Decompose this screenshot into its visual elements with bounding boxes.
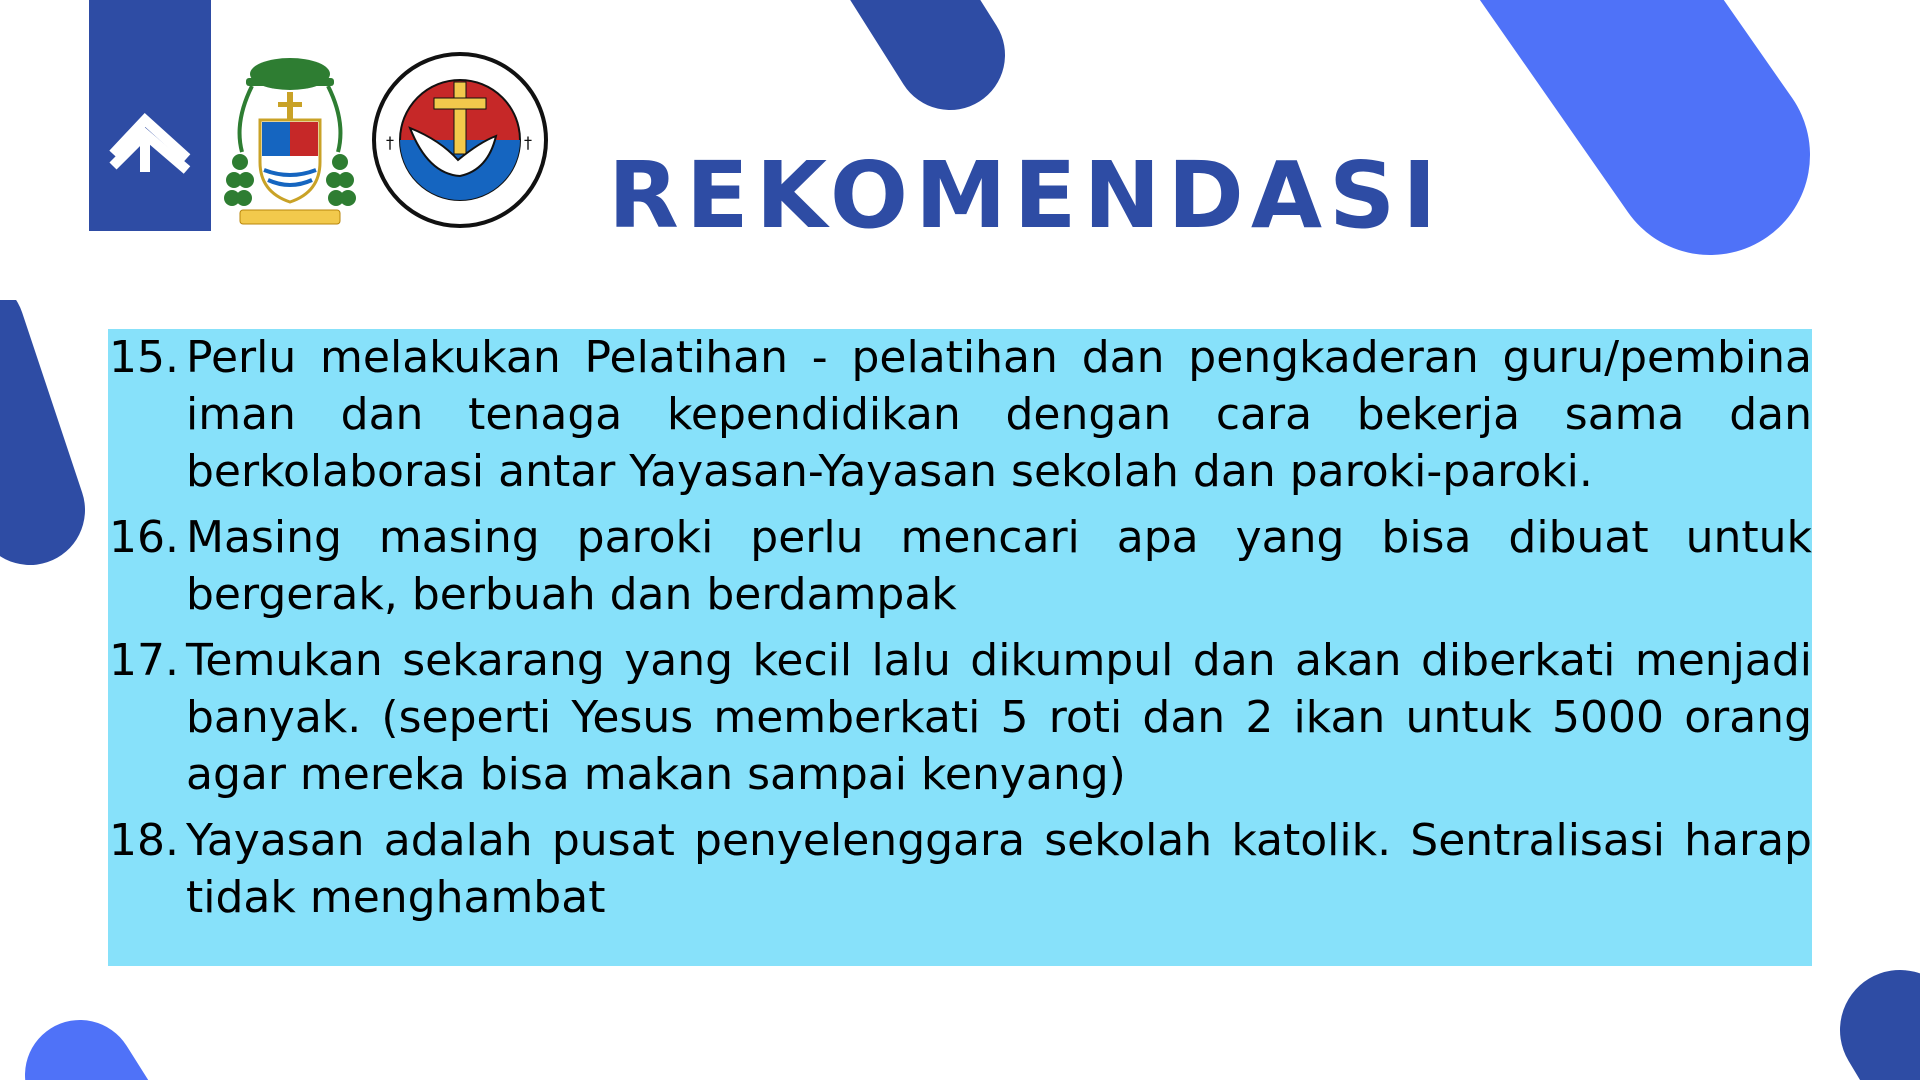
episcopal-coat-of-arms-icon bbox=[222, 52, 358, 232]
recommendations-list bbox=[108, 329, 1812, 935]
item-text: Perlu melakukan Pelatihan - pelatihan dan pengkaderan guru/pembina iman dan tenaga kependidikan dengan cara bekerja sama dan berkolaborasi antar Yayasan-Yayasan sekolah dan paroki-paroki. bbox=[186, 332, 1812, 497]
item-text: Temukan sekarang yang kecil lalu dikumpul dan akan diberkati menjadi banyak. (seperti Yesus memberkati 5 roti dan 2 ikan untuk 5000 orang agar mereka bisa makan sampai kenyang) bbox=[186, 635, 1812, 800]
item-number: 18. bbox=[109, 815, 179, 866]
list-item bbox=[108, 509, 1812, 623]
decor-pill-bottom-left bbox=[0, 1010, 170, 1080]
list-item bbox=[108, 632, 1812, 803]
list-item bbox=[108, 812, 1812, 926]
decor-pill-top-right bbox=[1480, 0, 1860, 260]
svg-text:†: † bbox=[524, 133, 532, 152]
decor-pill-top-center bbox=[820, 0, 1020, 115]
recommendations-panel bbox=[108, 329, 1812, 966]
stacked-chevrons-logo-icon bbox=[107, 100, 193, 180]
decor-pill-bottom-right bbox=[1820, 970, 1920, 1080]
item-number: 17. bbox=[109, 635, 179, 686]
svg-text:†: † bbox=[386, 133, 394, 152]
page-title: REKOMENDASI bbox=[608, 142, 1444, 249]
decor-pill-left bbox=[0, 300, 100, 580]
brand-logo-block bbox=[89, 0, 211, 231]
item-number: 16. bbox=[109, 512, 179, 563]
list-item bbox=[108, 329, 1812, 500]
item-text: Masing masing paroki perlu mencari apa yang bisa dibuat untuk bergerak, berbuah dan berdampak bbox=[186, 512, 1812, 620]
item-number: 15. bbox=[109, 332, 179, 383]
dove-cross-seal-icon bbox=[370, 50, 550, 230]
item-text: Yayasan adalah pusat penyelenggara sekolah katolik. Sentralisasi harap tidak menghambat bbox=[186, 815, 1812, 923]
